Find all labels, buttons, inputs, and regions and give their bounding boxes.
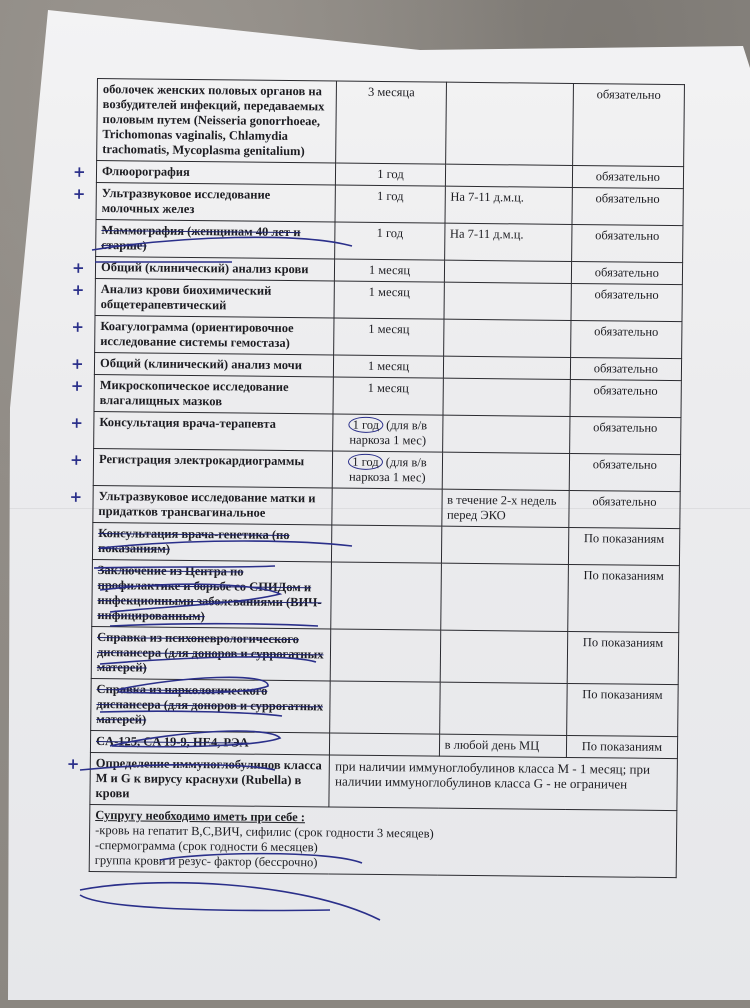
requirement: обязательно bbox=[571, 224, 683, 262]
term-note: (для в/в наркоза 1 мес) bbox=[348, 455, 427, 485]
plus-mark-icon: + bbox=[70, 413, 84, 432]
exam-name-text: Справка из психоневрологического диспансера (для доноров и суррогатных матерей) bbox=[96, 630, 324, 675]
exam-name bbox=[70, 374, 334, 414]
exam-name bbox=[91, 678, 331, 733]
exam-name-text: Общий (клинический) анализ крови bbox=[100, 260, 309, 277]
table-row bbox=[94, 374, 681, 417]
requirement: По показаниям bbox=[567, 631, 679, 684]
timing: На 7-11 д.м.ц. bbox=[444, 223, 572, 261]
requirement: По показаниям bbox=[566, 735, 677, 758]
term-value: 3 месяца bbox=[367, 84, 415, 100]
exam-name bbox=[71, 315, 335, 355]
table-row bbox=[91, 678, 679, 736]
validity-term bbox=[333, 377, 443, 415]
validity-term bbox=[333, 451, 443, 489]
timing bbox=[442, 415, 570, 453]
exam-name bbox=[69, 485, 333, 525]
requirement: обязательно bbox=[572, 83, 684, 166]
term-note: (для в/в наркоза 1 мес) bbox=[349, 418, 428, 448]
exam-name-text: Ультразвуковое исследование молочных желез bbox=[101, 186, 271, 217]
exam-name bbox=[92, 522, 332, 562]
requirement: обязательно bbox=[569, 416, 681, 454]
table-row bbox=[96, 219, 683, 262]
term-value: 1 год bbox=[377, 166, 404, 182]
timing: в течение 2-х недель перед ЭКО bbox=[441, 489, 569, 527]
validity-term bbox=[331, 562, 441, 630]
table-row bbox=[92, 522, 679, 565]
spouse-item: группа крови и резус- фактор (бессрочно) bbox=[94, 853, 318, 870]
exam-name-text: Микроскопическое исследование влагалищных мазков bbox=[99, 378, 289, 409]
term-value: 1 год bbox=[376, 225, 404, 241]
spouse-section bbox=[89, 804, 677, 877]
exam-name bbox=[69, 448, 333, 488]
plus-mark-icon: + bbox=[72, 184, 86, 203]
exam-name-text: Справка из наркологического диспансера (для доноров и суррогатных матерей) bbox=[96, 682, 324, 727]
table-row bbox=[96, 182, 683, 225]
validity-term bbox=[333, 414, 443, 452]
requirement: По показаниям bbox=[566, 683, 678, 736]
table-row bbox=[93, 485, 680, 528]
exam-name bbox=[66, 752, 330, 807]
exam-name-text: Ультразвуковое исследование матки и придатков трансвагинальное bbox=[98, 489, 316, 520]
requirement: обязательно bbox=[572, 187, 684, 225]
timing bbox=[442, 452, 570, 490]
term-value: 1 месяц bbox=[368, 262, 411, 278]
table-row-rubella bbox=[90, 752, 678, 810]
validity-term bbox=[335, 185, 445, 223]
exam-name-text: Консультация врача-генетика (по показаниям) bbox=[98, 526, 290, 556]
table-row bbox=[95, 315, 682, 358]
timing bbox=[443, 356, 570, 379]
plus-mark-icon: + bbox=[70, 354, 84, 373]
table-row bbox=[92, 559, 680, 632]
requirement: обязательно bbox=[570, 379, 682, 417]
timing bbox=[444, 282, 572, 320]
exam-name bbox=[91, 626, 331, 681]
validity-term bbox=[336, 81, 446, 164]
term-value: 1 месяц bbox=[368, 321, 410, 337]
timing bbox=[445, 82, 573, 165]
requirement: обязательно bbox=[571, 283, 683, 321]
plus-mark-icon: + bbox=[72, 162, 86, 181]
exam-name-text: Анализ крови биохимический общетерапевтический bbox=[100, 282, 272, 313]
validity-term bbox=[332, 488, 442, 526]
spouse-cell bbox=[89, 804, 677, 877]
exam-name bbox=[97, 79, 337, 164]
plus-mark-icon: + bbox=[71, 317, 85, 336]
term-value: 1 год bbox=[376, 188, 404, 204]
exam-name bbox=[96, 219, 336, 259]
requirement: обязательно bbox=[570, 320, 682, 358]
exam-name bbox=[71, 256, 335, 281]
exam-name-text: Флюорография bbox=[101, 164, 190, 179]
circled-term: 1 год bbox=[349, 417, 384, 433]
table-row bbox=[95, 278, 682, 321]
exam-name-text: Маммография (женщинам 40 лет и старше) bbox=[101, 223, 301, 253]
timing: в любой день МЦ bbox=[439, 734, 566, 757]
timing bbox=[445, 164, 572, 187]
validity-term bbox=[335, 259, 444, 282]
requirement: обязательно bbox=[569, 490, 681, 528]
validity-term bbox=[336, 163, 445, 186]
exam-name bbox=[90, 730, 330, 755]
validity-term bbox=[331, 629, 441, 682]
exam-name-text: Определение иммуноглобулинов класса M и G к вирусу краснухи (Rubella) в крови bbox=[95, 756, 322, 801]
validity-term bbox=[335, 222, 445, 260]
exam-name-text: оболочек женских половых органов на возбудителей инфекций, передаваемых половым путем (Neisseria gonorrhoeae, Trichomonas vaginalis, Chlamydia trachomatis, Mycoplasma genitalium) bbox=[102, 82, 325, 159]
exam-name-text: Коагулограмма (ориентировочное исследование системы гемостаза) bbox=[100, 319, 294, 351]
validity-term bbox=[330, 733, 439, 756]
validity-term bbox=[330, 681, 440, 734]
exam-name bbox=[70, 411, 334, 451]
requirement: обязательно bbox=[572, 165, 683, 188]
exam-name-text: Регистрация электрокардиограммы bbox=[98, 452, 305, 469]
exam-name bbox=[70, 352, 334, 377]
timing bbox=[441, 526, 569, 564]
plus-mark-icon: + bbox=[70, 376, 84, 395]
requirement: обязательно bbox=[569, 453, 681, 491]
term-value: 1 месяц bbox=[368, 284, 410, 300]
timing bbox=[440, 630, 568, 683]
term-value: 1 месяц bbox=[367, 380, 409, 396]
table-row bbox=[91, 626, 679, 684]
validity-term bbox=[334, 318, 444, 356]
timing bbox=[443, 378, 571, 416]
requirement: обязательно bbox=[570, 357, 681, 380]
spouse-item: -кровь на гепатит В,С,ВИЧ, сифилис (срок годности 3 месяцев) bbox=[95, 823, 434, 841]
exam-name bbox=[92, 559, 332, 629]
term-value: 1 месяц bbox=[367, 358, 410, 374]
spouse-title: Супругу необходимо иметь при себе : bbox=[95, 808, 306, 825]
plus-mark-icon: + bbox=[71, 258, 85, 277]
timing bbox=[440, 563, 568, 631]
timing bbox=[443, 319, 571, 357]
validity-term bbox=[334, 281, 444, 319]
requirement: обязательно bbox=[571, 261, 682, 284]
validity-term bbox=[334, 355, 443, 378]
exam-name bbox=[72, 161, 336, 186]
table-row bbox=[94, 411, 681, 454]
exam-name-text: CA-125, CA 19-9, HE4, РЭА bbox=[95, 734, 249, 750]
plus-mark-icon: + bbox=[66, 754, 80, 773]
validity-term bbox=[332, 525, 442, 563]
spouse-item: -спермограмма (срок годности 6 месяцев) bbox=[94, 838, 318, 855]
requirements-table bbox=[66, 78, 685, 878]
table-row bbox=[97, 79, 685, 167]
plus-mark-icon: + bbox=[71, 280, 85, 299]
exam-name-text: Заключение из Центра по профилактике и борьбе со СПИДом и инфекционными заболеваниями (ВИЧ-инфицированным) bbox=[97, 563, 322, 624]
exam-name bbox=[72, 182, 336, 222]
rubella-note: при наличии иммуноглобулинов класса М - 1 месяц; при наличии иммуноглобулинов класса G - не ограничен bbox=[329, 755, 677, 811]
requirement: По показаниям bbox=[568, 527, 680, 565]
plus-mark-icon: + bbox=[69, 487, 83, 506]
exam-name-text: Общий (клинический) анализ мочи bbox=[99, 356, 303, 373]
exam-name bbox=[71, 278, 335, 318]
circled-term: 1 год bbox=[348, 454, 383, 470]
timing bbox=[439, 682, 567, 735]
requirement: По показаниям bbox=[568, 564, 680, 632]
plus-mark-icon: + bbox=[69, 450, 83, 469]
timing bbox=[444, 260, 571, 283]
timing: На 7-11 д.м.ц. bbox=[445, 186, 573, 224]
table-row bbox=[93, 448, 680, 491]
exam-name-text: Консультация врача-терапевта bbox=[99, 415, 277, 431]
